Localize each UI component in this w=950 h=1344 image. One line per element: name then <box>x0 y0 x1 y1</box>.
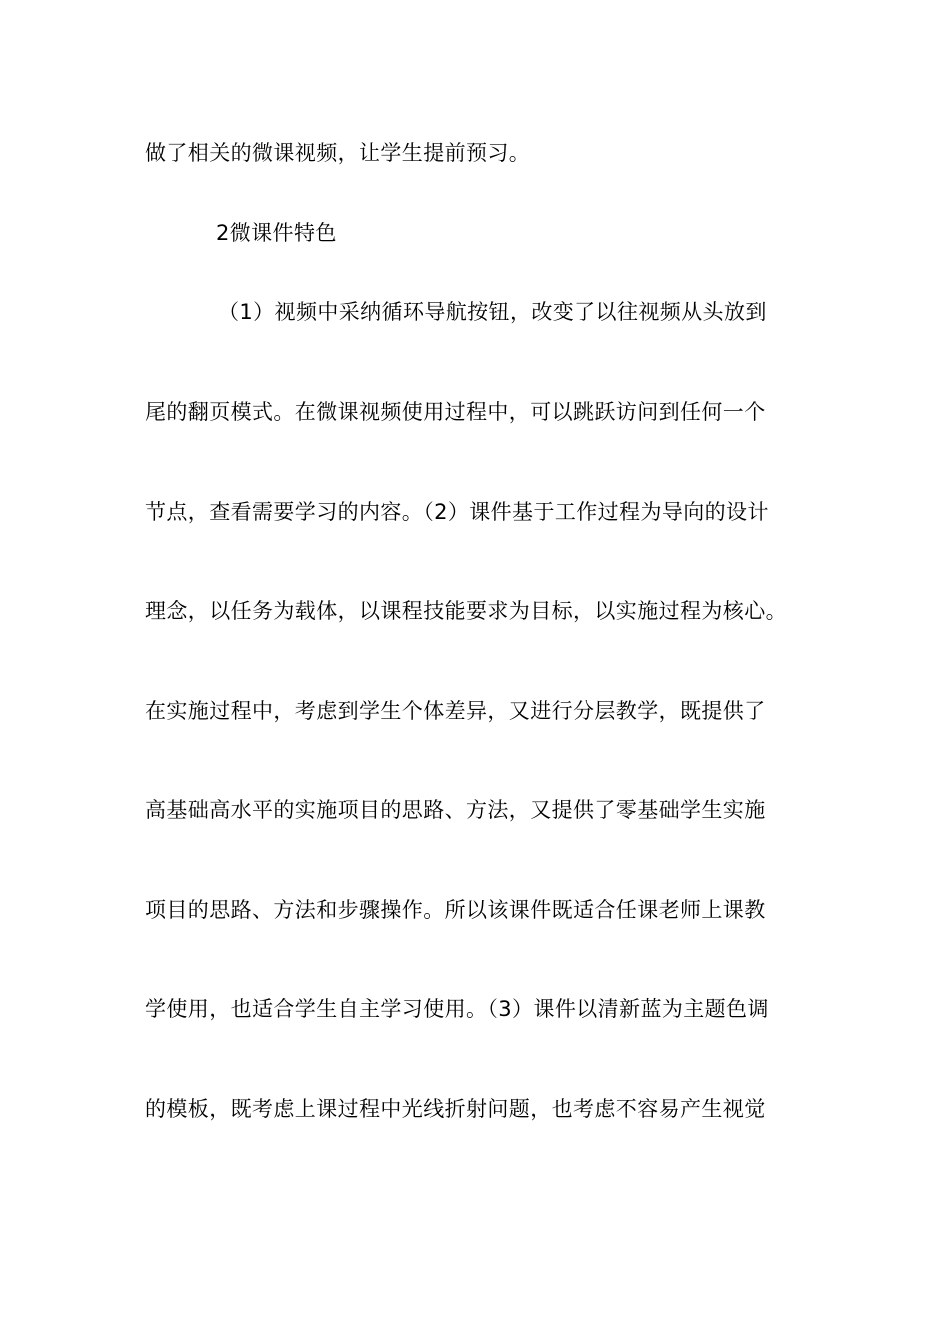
text-line-11: 的模板，既考虑上课过程中光线折射问题，也考虑不容易产生视觉 <box>145 1097 766 1121</box>
text-line-7: 在实施过程中，考虑到学生个体差异，又进行分层教学，既提供了 <box>145 699 766 723</box>
text-line-3: （1）视频中采纳循环导航按钮，改变了以往视频从头放到 <box>218 300 767 324</box>
text-line-6: 理念，以任务为载体，以课程技能要求为目标，以实施过程为核心。 <box>145 599 787 623</box>
text-line-1: 做了相关的微课视频，让学生提前预习。 <box>145 141 531 165</box>
text-line-5: 节点，查看需要学习的内容。（2）课件基于工作过程为导向的设计 <box>145 500 769 524</box>
text-line-10: 学使用，也适合学生自主学习使用。（3）课件以清新蓝为主题色调 <box>145 997 769 1021</box>
text-line-9: 项目的思路、方法和步骤操作。所以该课件既适合任课老师上课教 <box>145 898 766 922</box>
text-line-8: 高基础高水平的实施项目的思路、方法，又提供了零基础学生实施 <box>145 798 766 822</box>
section-heading: 2微课件特色 <box>216 221 337 245</box>
text-line-4: 尾的翻页模式。在微课视频使用过程中，可以跳跃访问到任何一个 <box>145 400 766 424</box>
